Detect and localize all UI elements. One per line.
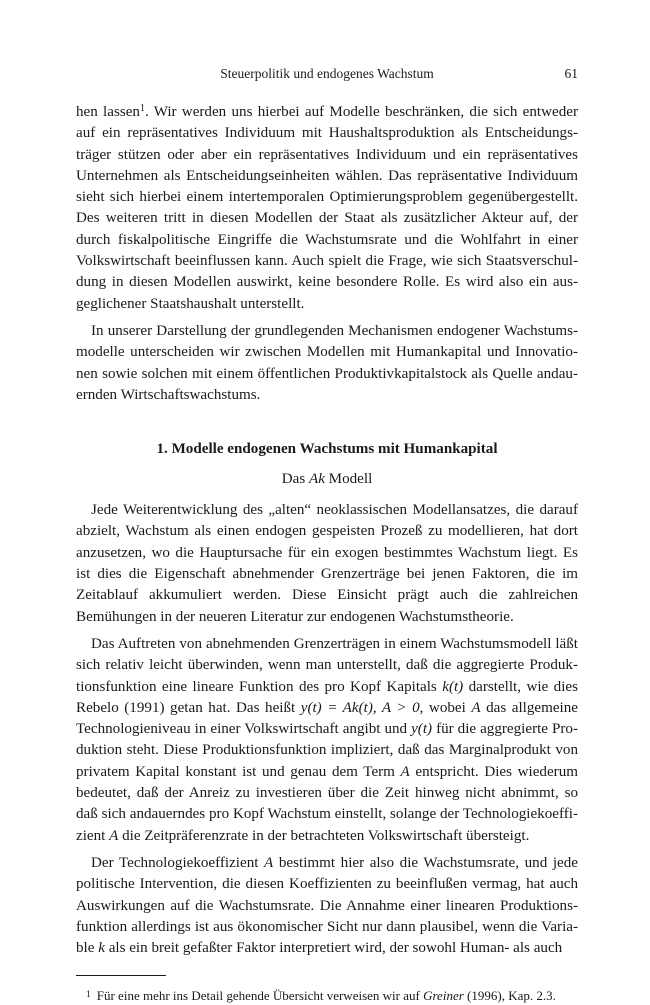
paragraph-1: hen lassen$^1$. Wir werden uns hierbei auf Modelle beschränken, die sich entweder auf ein repräsentatives Individuum mit Haushaltsproduktion als Entscheidungsträger stützen oder aber ein repräsentatives Individuum und ein repräsentatives Unternehmen als Entscheidungseinheiten wählen. Das repräsentative Individuum sieht sich hierbei einem intertemporalen Optimierungsproblem gegenübergestellt. Des weiteren tritt in diesen Modellen der Staat als zusätzlicher Akteur auf, der durch fiskalpolitische Eingriffe die Wachstumsrate und die Wohlfahrt in einer Volkswirtschaft beeinflussen kann. Auch spielt die Frage, wie sich Staatsverschuldung in diesen Modellen auswirkt, keine besondere Rolle. Es wird also ein ausgeglichener Staatshaushalt unterstellt.	[76, 103, 578, 312]
subsection-heading: Das Ak Modell	[281, 471, 373, 488]
footnote-mark: 1	[86, 990, 91, 1001]
running-title: Steuerpolitik und endogenes Wachstum	[220, 66, 434, 81]
book-page	[76, 66, 578, 1005]
body-text	[76, 102, 578, 959]
paragraph-3: Jede Weiterentwicklung des „alten“ neoklassischen Modellansatzes, die darauf abzielt, Wachstum als einen endogen gespeisten Prozeß zu modellieren, hat dort anzusetzen, wo die Hauptursache für ein exogen bestimmtes Wachstum liegt. Es ist dies die Eigenschaft abnehmender Grenzerträge bei jenen Faktoren, die im Zeitablauf akkumuliert werden. Diese Einsicht prägt auch die zahlreichen Bemühungen in der neueren Literatur zur endogenen Wachstumstheorie.	[76, 502, 578, 625]
footnote-author: Greiner	[423, 988, 464, 1004]
footnote: $^1$ Für eine mehr ins Detail gehende Übersicht verweisen wir auf Greiner (1996), Kap. 2.3.	[86, 988, 556, 1004]
paragraph-4: Das Auftreten von abnehmenden Grenzerträgen in einem Wachstumsmodell läßt sich relativ leicht überwinden, wenn man unterstellt, daß die aggregierte Produktionsfunktion eine lineare Funktion des pro Kopf Kapitals k(t) darstellt, wie dies Rebelo (1991) getan hat. Das heißt y(t) = Ak(t), A > 0, wobei A das allgemeine Technologieniveau in einer Volkswirtschaft angibt und y(t) für die aggregierte Produktion steht. Diese Produktionsfunktion impliziert, daß das Marginalprodukt von privatem Kapital konstant ist und genau dem Term A entspricht. Dies wiederum bedeutet, daß der Anreiz zu investieren über die Zeit hinweg nicht abnimmt, so daß sich andauerndes pro Kopf Wachstum einstellt, solange der Technologiekoeffizient A die Zeitpräferenzrate in der betrachteten Volkswirtschaft übersteigt.	[76, 635, 579, 844]
running-head	[76, 66, 578, 88]
page-number: 61	[564, 66, 578, 81]
paragraph-5: Der Technologiekoeffizient A bestimmt hier also die Wachstumsrate, und jede politische Intervention, die diesen Koeffizienten zu beeinflußen vermag, hat auch Auswirkungen auf die Wachstumsrate. Die Annahme einer linearen Produktionsfunktion allerdings ist aus ökonomischer Sicht nur dann plausibel, wenn die Variable k als ein breit gefaßter Faktor interpretiert wird, der sowohl Human- als auch	[76, 854, 578, 957]
footnote-reference: 1	[139, 103, 145, 114]
paragraph-2: In unserer Darstellung der grundlegenden Mechanismen endogener Wachstumsmodelle unterscheiden wir zwischen Modellen mit Humankapital und Innovationen sowie solchen mit einem öffentlichen Produktivkapitalstock als Quelle andauernden Wirtschaftswachstums.	[76, 322, 578, 403]
section-heading: 1. Modelle endogenen Wachstums mit Humankapital	[156, 441, 498, 458]
footnote-divider	[76, 975, 166, 976]
